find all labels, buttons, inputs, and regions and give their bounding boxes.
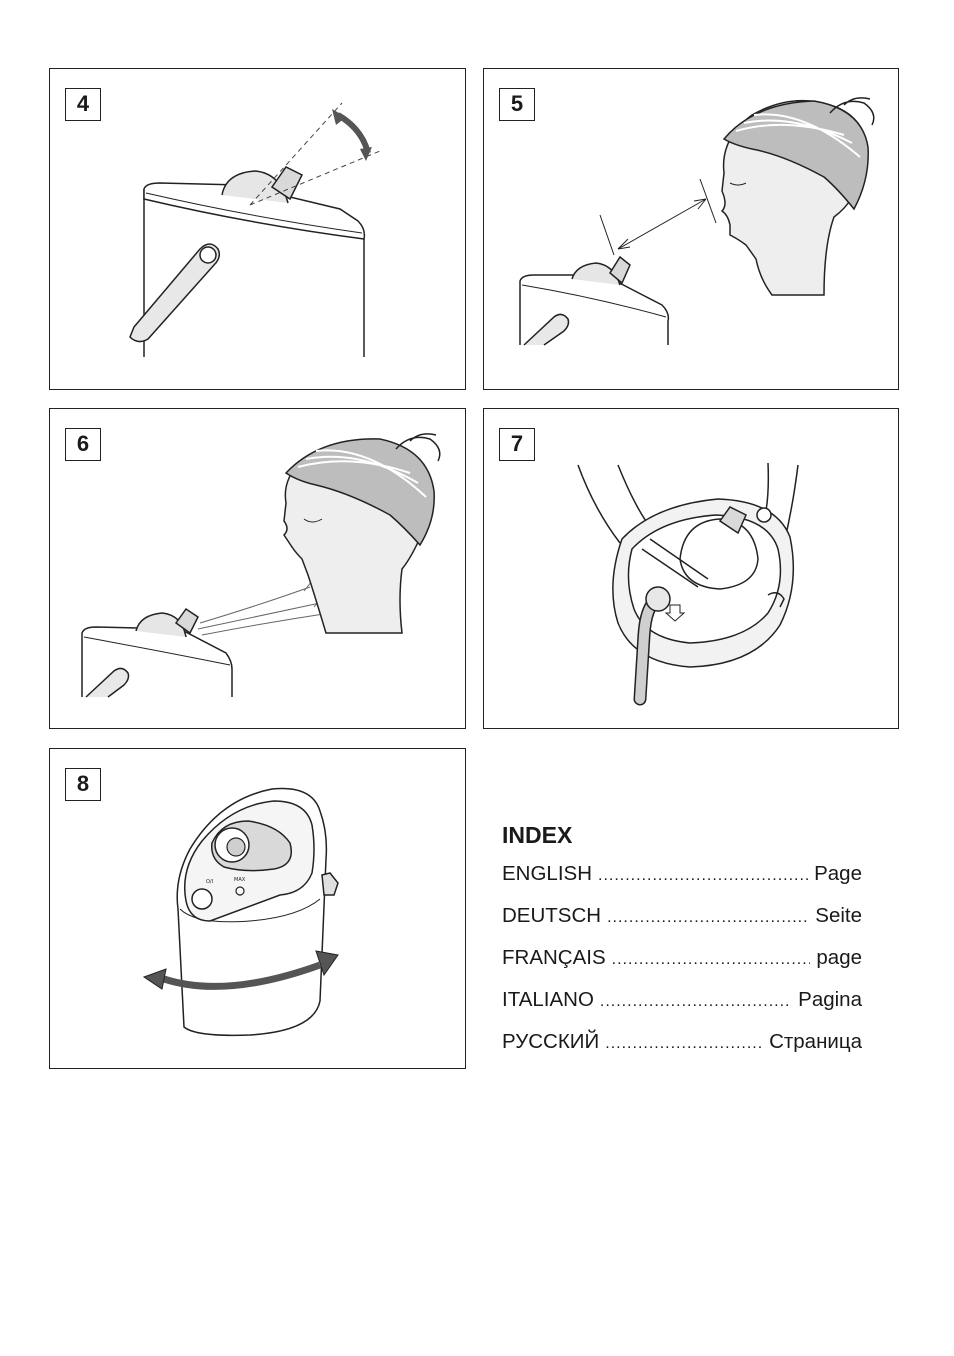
figure-panel-7 [483, 408, 899, 729]
step-number: 6 [65, 428, 101, 461]
index-language: ENGLISH [502, 862, 592, 885]
index-language: РУССКИЙ [502, 1030, 600, 1053]
figure-panel-8 [49, 748, 466, 1069]
language-index [502, 822, 862, 1072]
index-entry-francais[interactable] [502, 946, 862, 988]
index-language: ITALIANO [502, 988, 594, 1011]
step-number: 8 [65, 768, 101, 801]
index-page-label: page [816, 946, 862, 969]
index-entry-deutsch[interactable] [502, 904, 862, 946]
steam-to-face-illustration [50, 409, 466, 729]
steamer-nozzle-angle-illustration [50, 69, 466, 390]
index-page-label: Страница [769, 1030, 862, 1053]
index-page-label: Seite [815, 904, 862, 927]
index-page-label: Pagina [798, 988, 862, 1011]
index-language: DEUTSCH [502, 904, 602, 927]
step-number: 5 [499, 88, 535, 121]
power-label: O/I [206, 879, 214, 885]
water-refill-illustration [484, 409, 899, 729]
index-title: INDEX [502, 822, 573, 848]
level-label: MAX [234, 877, 246, 883]
leader-dots [612, 951, 811, 969]
step-number: 7 [499, 428, 535, 461]
leader-dots [598, 867, 808, 885]
index-language: FRANÇAIS [502, 946, 606, 969]
index-entry-italiano[interactable] [502, 988, 862, 1030]
figure-panel-5 [483, 68, 899, 390]
leader-dots [607, 909, 809, 927]
step-number: 4 [65, 88, 101, 121]
figure-panel-4 [49, 68, 466, 390]
index-entry-russian[interactable] [502, 1030, 862, 1072]
index-page-label: Page [814, 862, 862, 885]
leader-dots [605, 1035, 763, 1053]
face-distance-illustration [484, 69, 899, 390]
figure-panel-6 [49, 408, 466, 729]
rotate-device-illustration [50, 749, 466, 1069]
index-entry-english[interactable] [502, 862, 862, 904]
leader-dots [600, 993, 792, 1011]
